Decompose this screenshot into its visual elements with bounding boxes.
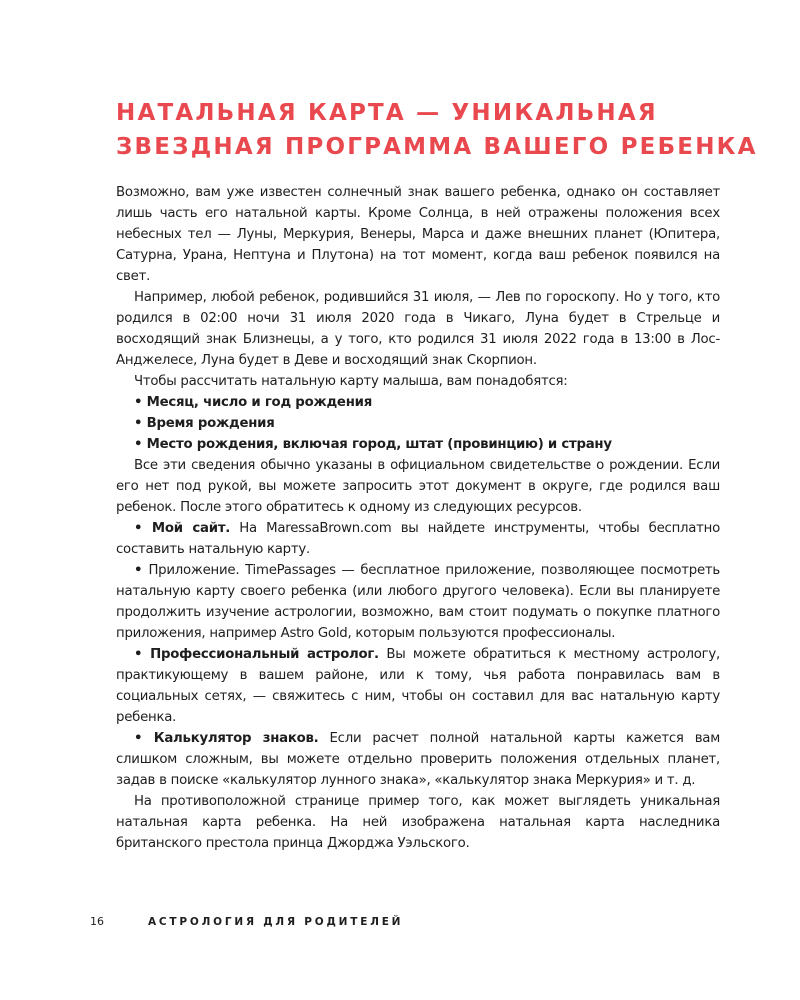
paragraph-needs-intro: Чтобы рассчитать натальную карту малыша, вам понадобятся: (134, 374, 568, 389)
running-title: АСТРОЛОГИЯ ДЛЯ РОДИТЕЛЕЙ (148, 916, 404, 928)
resource-website (116, 518, 720, 560)
paragraph-intro: Возможно, вам уже известен солнечный знак вашего ребенка, однако он составляет лишь часть его натальной карты. Кроме Солнца, в ней отражены положения всех небесных тел — Луны, Меркурия, Венеры, Марса и даже внешних планет (Юпитера, Сатурна, Урана, Нептуна и Плутона) на тот момент, когда ваш ребенок появился на свет. (116, 185, 720, 284)
resource-lead: • Мой сайт. (134, 521, 231, 536)
resource-text: Если расчет полной натальной карты кажется вам слишком сложным, вы можете отдельно проверить положения отдельных планет, задав в поиске «калькулятор лунного знака», «калькулятор знака Меркурия» и т. д. (116, 731, 720, 788)
page-title (116, 96, 758, 164)
title-line-2: ЗВЕЗДНАЯ ПРОГРАММА ВАШЕГО РЕБЕНКА (116, 134, 758, 160)
page-footer (90, 915, 403, 928)
resource-app (116, 560, 720, 644)
resource-astrologer (116, 644, 720, 728)
title-line-1: НАТАЛЬНАЯ КАРТА — УНИКАЛЬНАЯ (116, 100, 658, 126)
body-text (116, 182, 720, 854)
paragraph-example: Например, любой ребенок, родившийся 31 июля, — Лев по гороскопу. Но у того, кто родился в 02:00 ночи 31 июля 2020 года в Чикаго, Луна будет в Стрельце и восходящий знак Близнецы, а у того, кто родился 31 июля 2022 года в 13:00 в Лос-Анджелесе, Луна будет в Деве и восходящий знак Скорпион. (116, 290, 720, 368)
resource-text: Приложение. TimePassages — бесплатное приложение, позволяющее посмотреть натальную карту своего ребенка (или любого другого человека). Если вы планируете продолжить изучение астрологии, возможно, вам стоит подумать о покупке платного приложения, например Astro Gold, которым пользуются профессионалы. (116, 563, 720, 641)
resource-lead: • Калькулятор знаков. (134, 731, 319, 746)
resource-calculator (116, 728, 720, 791)
resource-lead: • Профессиональный астролог. (134, 647, 379, 662)
paragraph-documents: Все эти сведения обычно указаны в официальном свидетельстве о рождении. Если его нет под рукой, вы можете запросить этот документ в округе, где родился ваш ребенок. После этого обратитесь к одному из следующих ресурсов. (116, 458, 720, 515)
list-item: • Место рождения, включая город, штат (провинцию) и страну (134, 437, 612, 452)
list-item: • Месяц, число и год рождения (134, 395, 372, 410)
page-number: 16 (90, 915, 104, 928)
resource-text: На MaressaBrown.com вы найдете инструменты, чтобы бесплатно составить натальную карту. (116, 521, 721, 557)
resource-lead: • (134, 563, 149, 578)
list-item: • Время рождения (134, 416, 275, 431)
paragraph-closing: На противоположной странице пример того, как может выглядеть уникальная натальная карта ребенка. На ней изображена натальная карта наследника британского престола принца Джорджа Уэльского. (116, 794, 720, 851)
resource-text: Вы можете обратиться к местному астрологу, практикующему в вашем районе, или к тому, чья работа понравилась вам в социальных сетях, — свяжитесь с ним, чтобы он составил для вас натальную карту ребенка. (116, 647, 721, 725)
